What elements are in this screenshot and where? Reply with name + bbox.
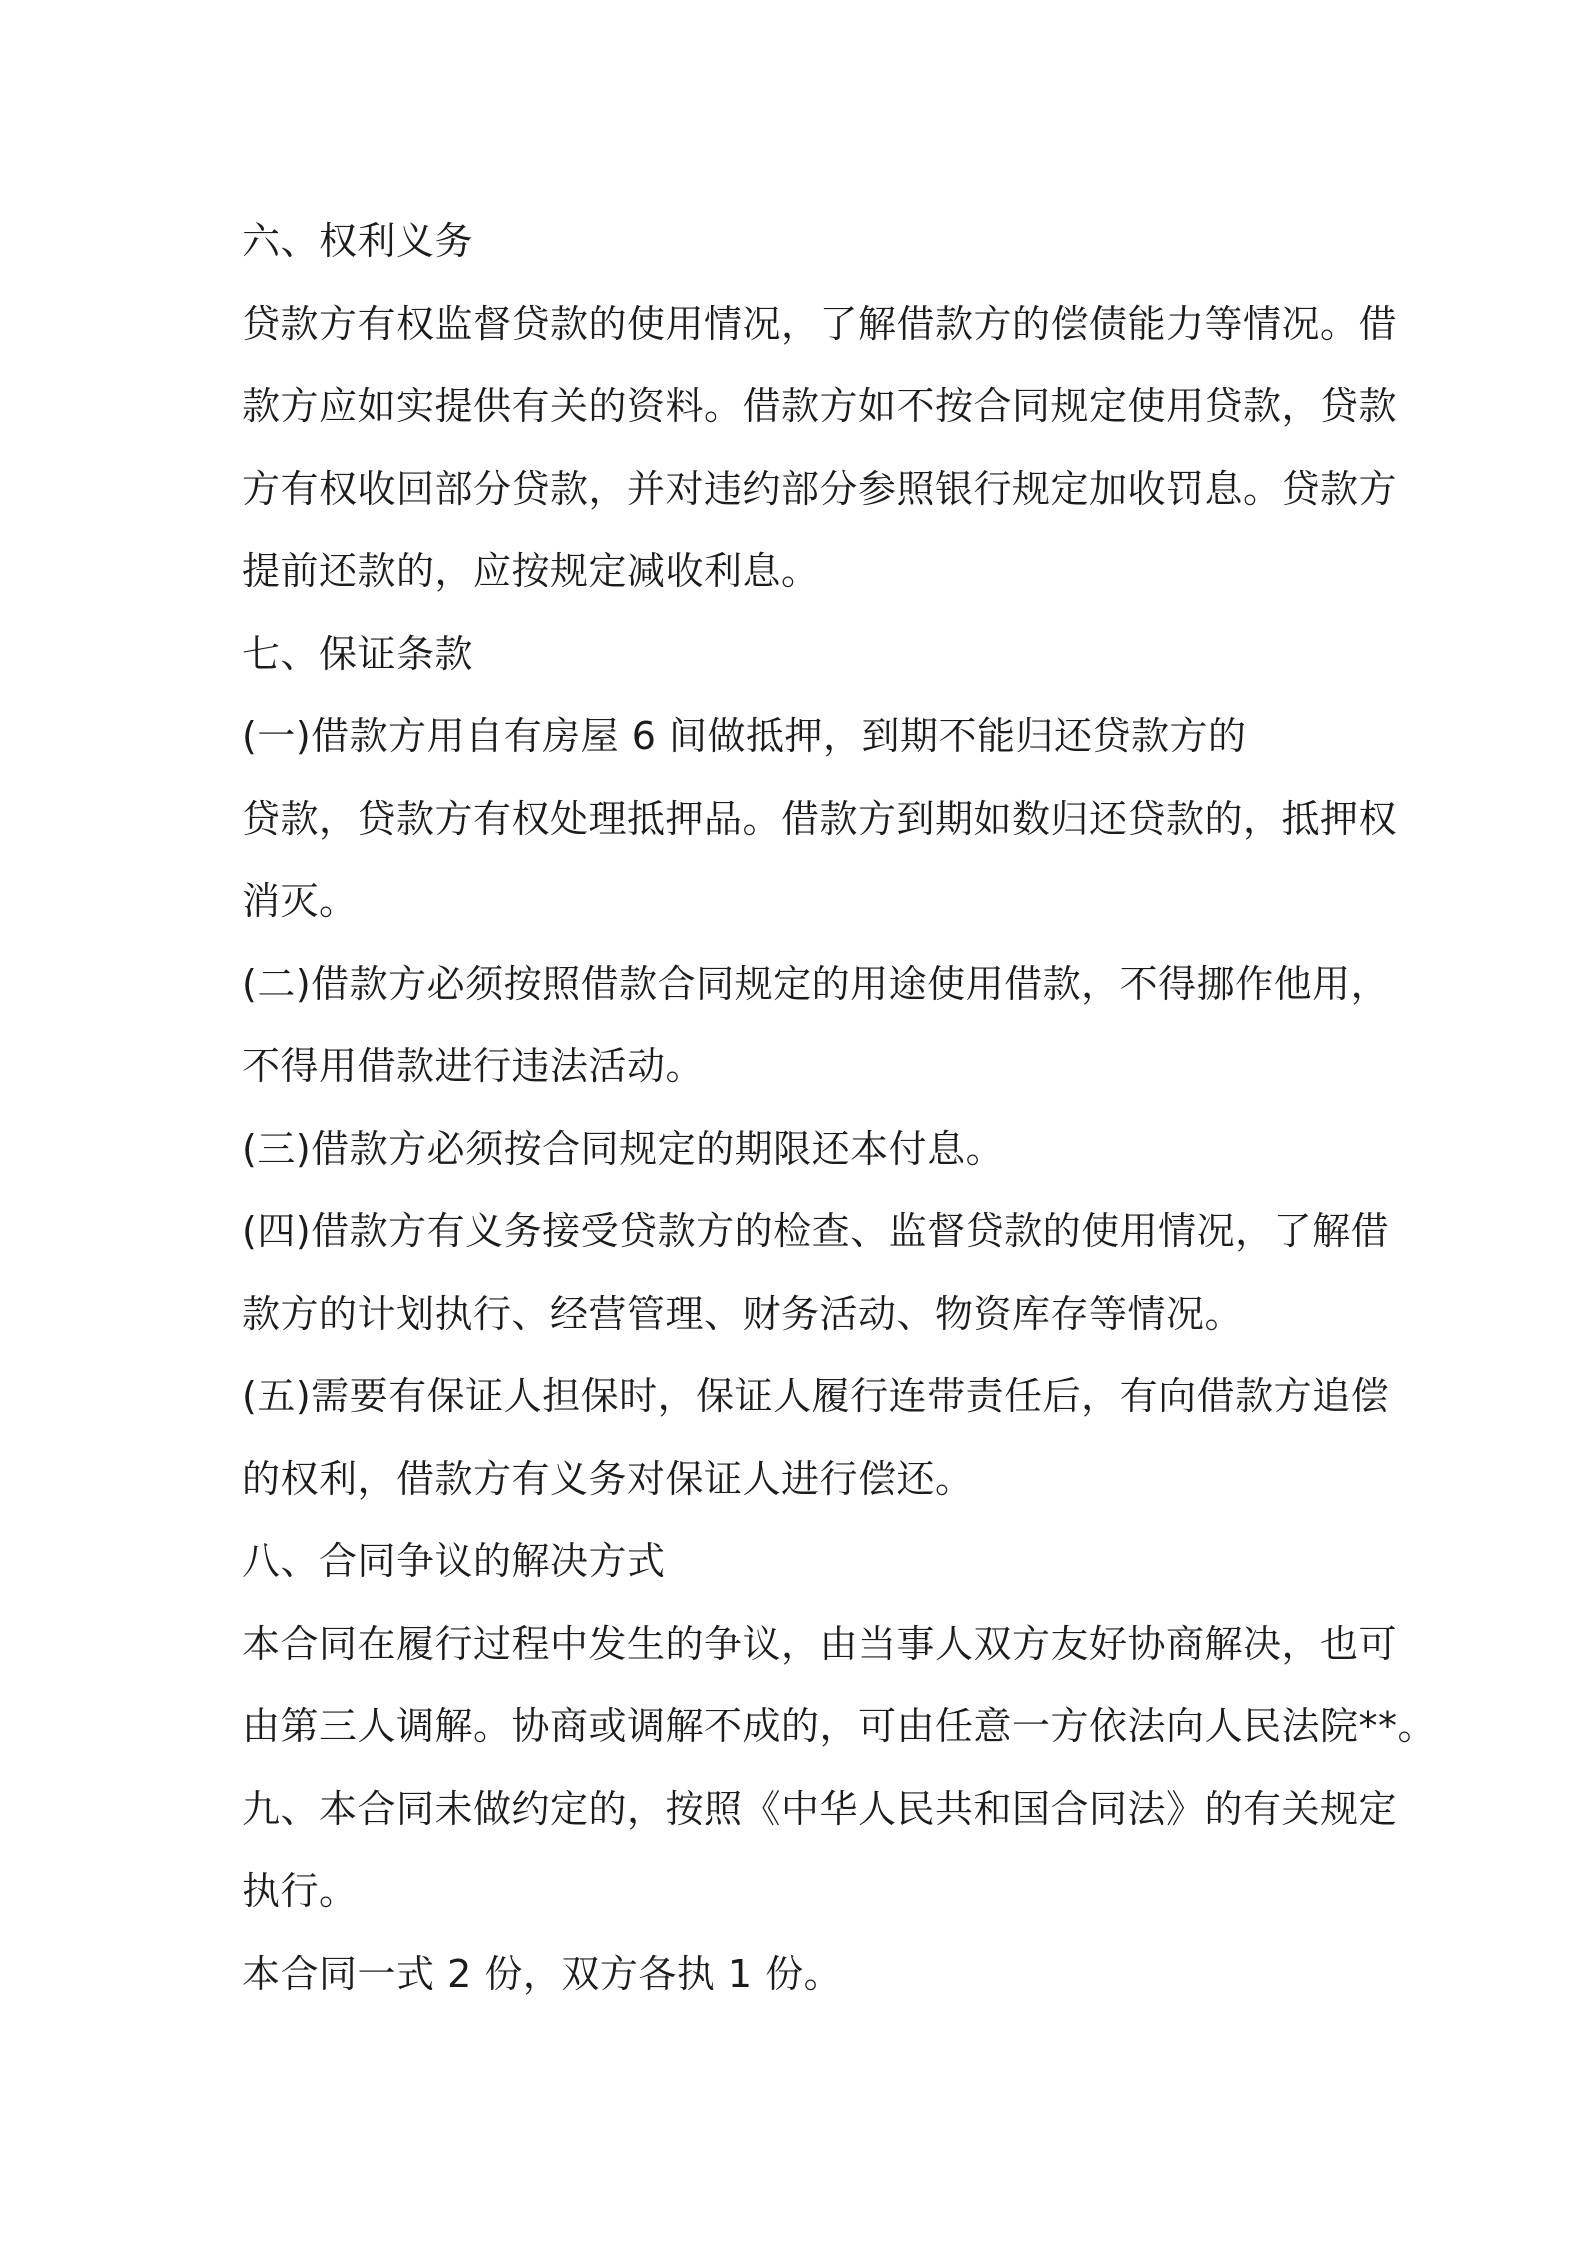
clause-line: 消灭。 [242,879,358,923]
section-heading-dispute-resolution: 八、合同争议的解决方式 [242,1539,666,1583]
paragraph-line: 方有权收回部分贷款，并对违约部分参照银行规定加收罚息。贷款方 [242,466,1398,511]
clause-line: 款方的计划执行、经营管理、财务活动、物资库存等情况。 [242,1291,1244,1336]
clause-line: 不得用借款进行违法活动。 [242,1044,705,1088]
paragraph-line: 提前还款的，应按规定减收利息。 [242,549,820,593]
clause-line: 的权利，借款方有义务对保证人进行偿还。 [242,1456,974,1501]
section-heading-rights-obligations: 六、权利义务 [242,219,474,263]
clause-line: (三)借款方必须按合同规定的期限还本付息。 [242,1126,1005,1171]
clause-line: (四)借款方有义务接受贷款方的检查、监督贷款的使用情况，了解借 [242,1209,1390,1253]
clause-line: (二)借款方必须按照借款合同规定的用途使用借款，不得挪作他用， [242,961,1390,1006]
section-heading-unspecified-matters: 九、本合同未做约定的，按照《中华人民共和国合同法》的有关规定 [242,1786,1398,1831]
paragraph-line: 本合同在履行过程中发生的争议，由当事人双方友好协商解决，也可 [242,1621,1398,1666]
document-body [242,200,1437,2015]
paragraph-line: 由第三人调解。协商或调解不成的，可由任意一方依法向人民法院**。 [242,1704,1437,1748]
copies-statement: 本合同一式 2 份，双方各执 1 份。 [242,1951,843,1996]
clause-line: (五)需要有保证人担保时，保证人履行连带责任后，有向借款方追偿 [242,1374,1390,1418]
section-heading-guarantee-terms: 七、保证条款 [242,631,474,676]
clause-line: 贷款，贷款方有权处理抵押品。借款方到期如数归还贷款的，抵押权 [242,796,1398,841]
paragraph-line: 执行。 [242,1869,358,1913]
paragraph-line: 贷款方有权监督贷款的使用情况，了解借款方的偿债能力等情况。借 [242,301,1398,346]
clause-line: (一)借款方用自有房屋 6 间做抵押，到期不能归还贷款方的 [242,714,1247,758]
paragraph-line: 款方应如实提供有关的资料。借款方如不按合同规定使用贷款，贷款 [242,384,1398,428]
